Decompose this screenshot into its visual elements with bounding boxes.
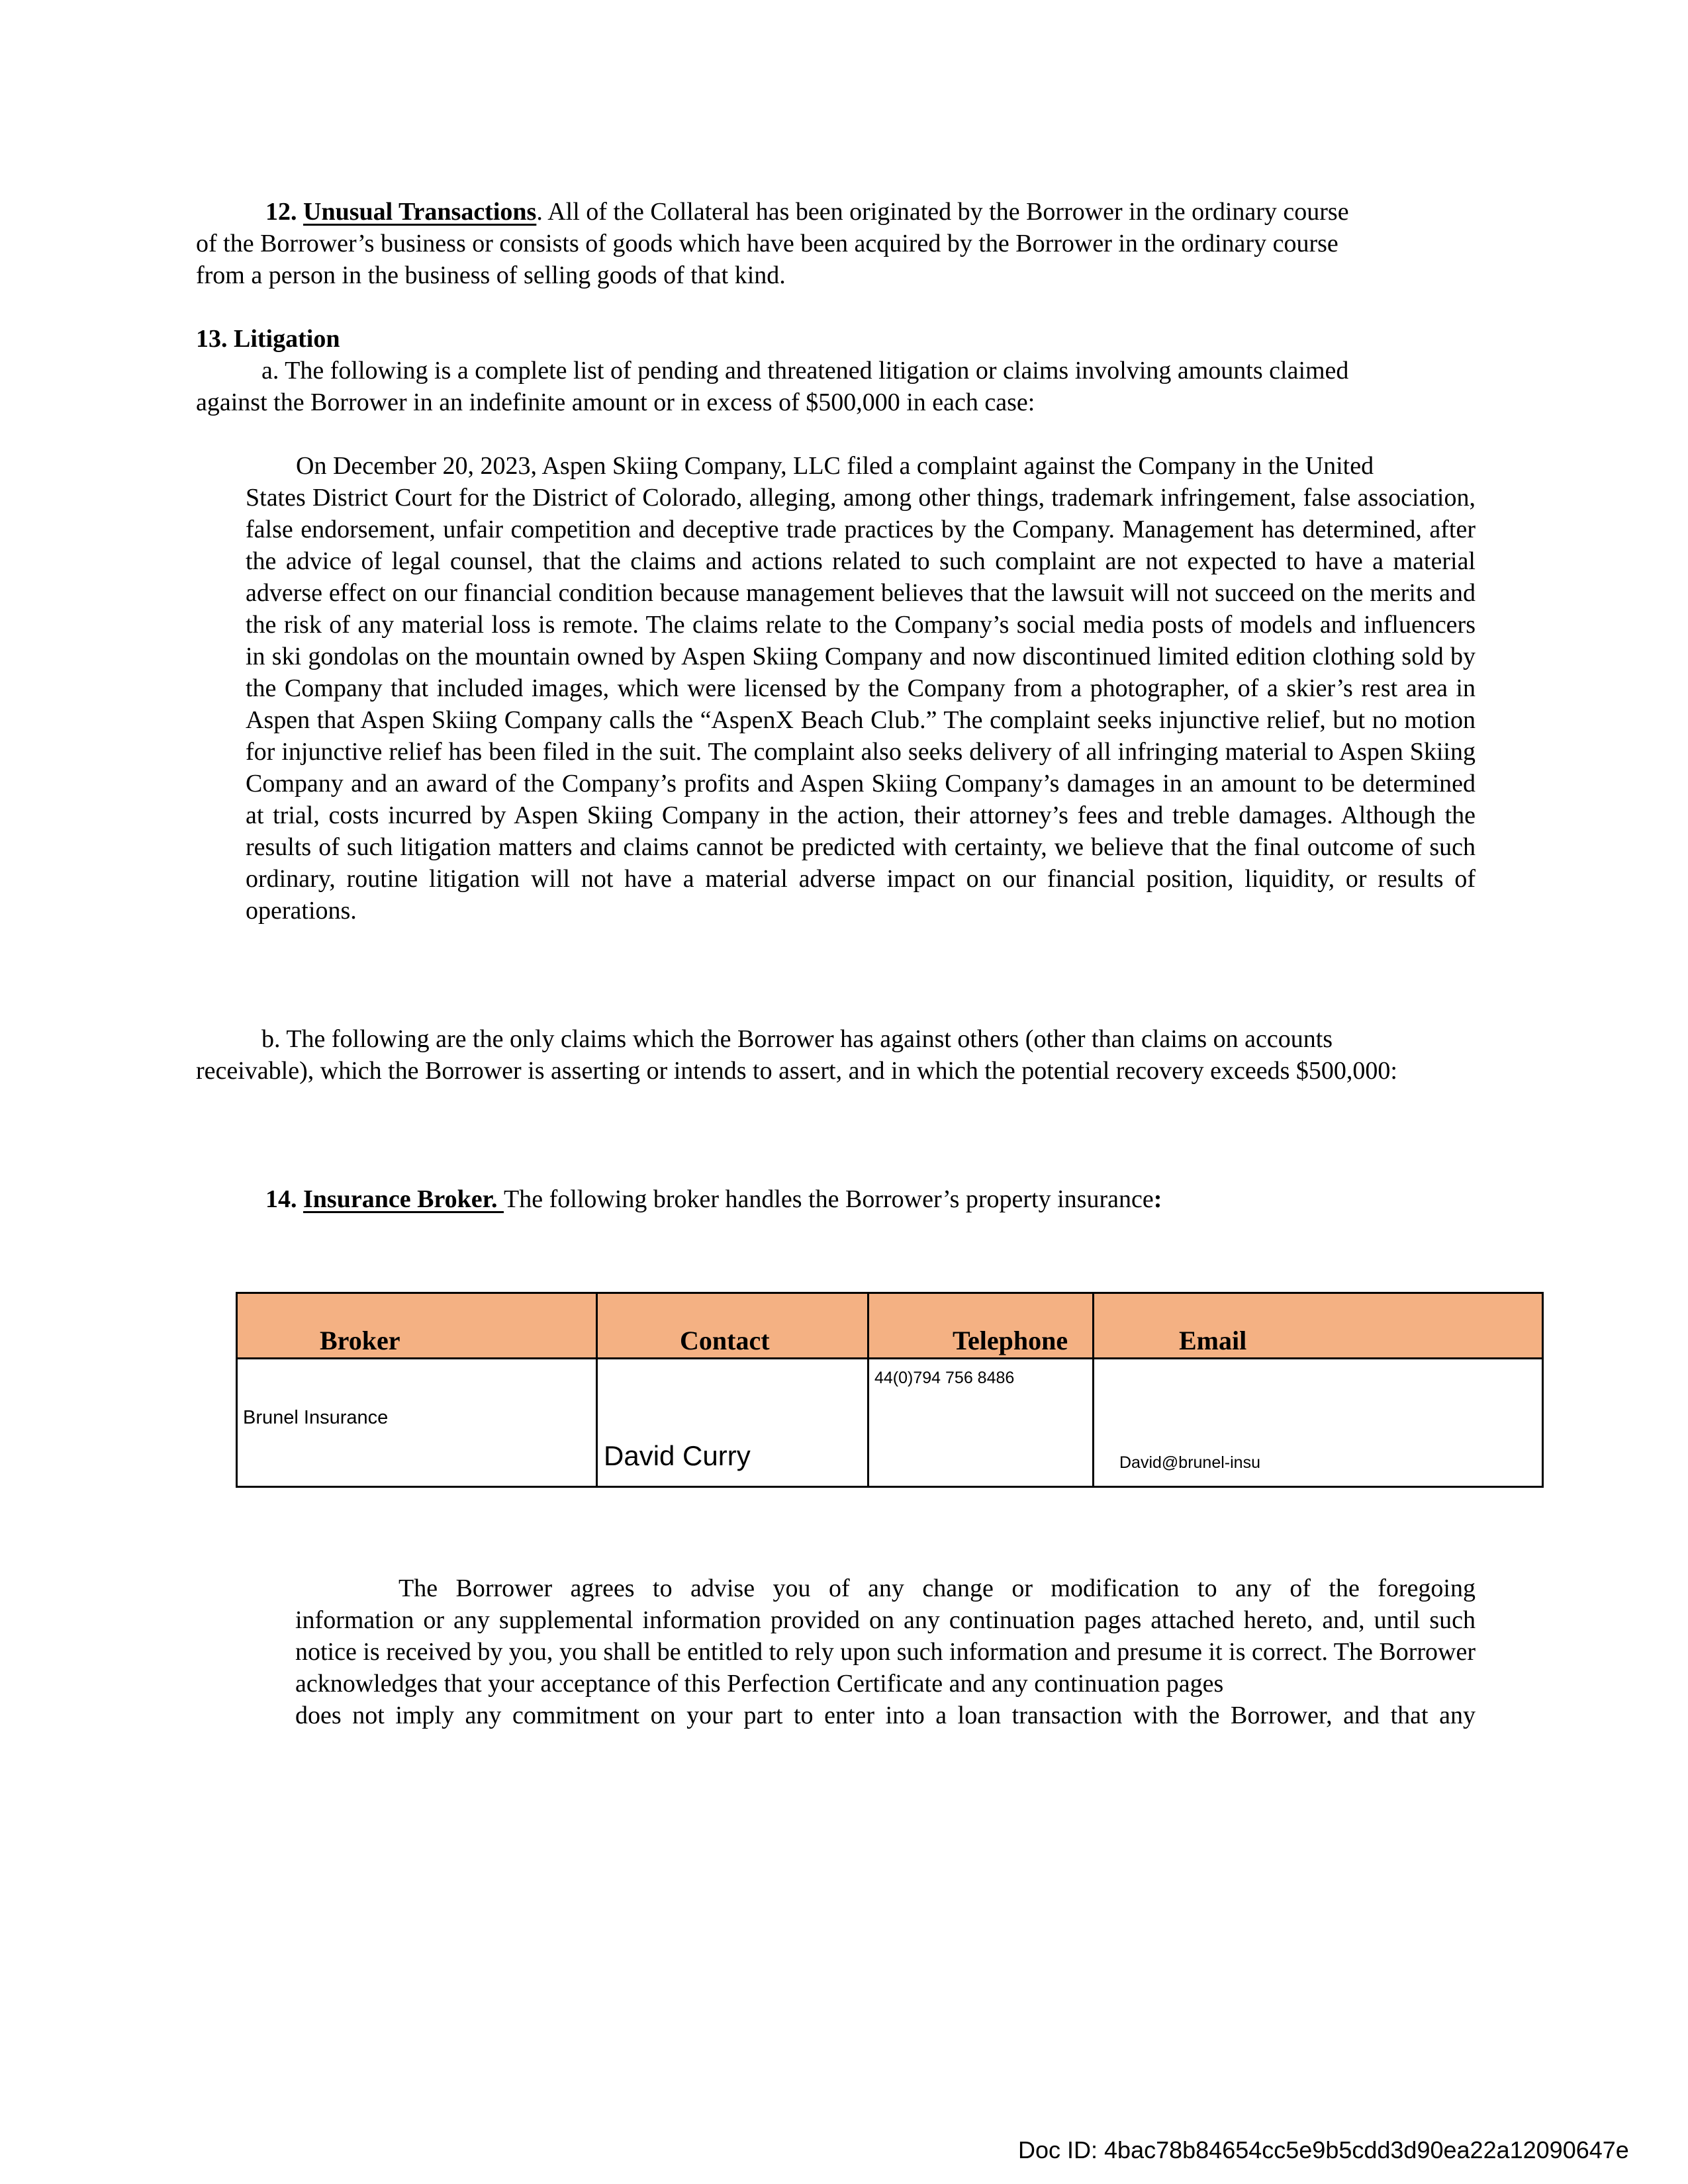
section-14-number: 14. xyxy=(265,1185,297,1213)
broker-name: Brunel Insurance xyxy=(243,1407,389,1428)
closing-first-line: The Borrower agrees to advise you of any change or modification to any of the foregoing xyxy=(399,1574,1476,1602)
contact-name: David Curry xyxy=(604,1440,751,1471)
section-13-heading-text: 13. Litigation xyxy=(196,325,340,353)
broker-table-header-row xyxy=(237,1293,1543,1359)
litigation-disclosure: States District Court for the District of Colorado, alleging, among other things, trademark infringement, false association, false endorsement, unfair competition and deceptive trade practices by the Company. Management has determined, after the advice of legal counsel, that the claims and actions related to such complaint are not expected to have a material adverse effect on our financial condition because management believes that the lawsuit will not succeed on the merits and the risk of any material loss is remote. The claims relate to the Company’s social media posts of models and influencers in ski gondolas on the mountain owned by Aspen Skiing Company and now discontinued limited edition clothing sold by the Company that included images, which were licensed by the Company from a photographer, of a skier’s rest area in Aspen that Aspen Skiing Company calls the “AspenX Beach Club.” The complaint seeks injunctive relief, but no motion for injunctive relief has been filed in the suit. The complaint also seeks delivery of all infringing material to Aspen Skiing Company and an award of the Company’s profits and Aspen Skiing Company’s damages in an amount to be determined at trial, costs incurred by Aspen Skiing Company in the action, their attorney’s fees and treble damages. Although the results of such litigation matters and claims cannot be predicted with certainty, we believe that the final outcome of such ordinary, routine litigation will not have a material adverse impact on our financial position, liquidity, or results of operations. xyxy=(246,484,1476,925)
header-contact xyxy=(597,1293,868,1359)
section-12-line-1 xyxy=(265,196,1349,228)
header-broker-label: Broker xyxy=(320,1326,400,1355)
cell-broker xyxy=(237,1359,597,1487)
header-telephone xyxy=(868,1293,1094,1359)
header-telephone-label: Telephone xyxy=(953,1326,1068,1355)
section-13b-line-2: receivable), which the Borrower is asserting or intends to assert, and in which the potential recovery exceeds $500,000: xyxy=(196,1057,1397,1085)
header-contact-label: Contact xyxy=(680,1326,770,1355)
cell-contact xyxy=(597,1359,868,1487)
section-12-line-3: from a person in the business of selling goods of that kind. xyxy=(196,261,786,289)
section-14-line xyxy=(265,1183,1162,1215)
section-14-title: Insurance Broker. xyxy=(303,1185,504,1213)
section-13a-line-2: against the Borrower in an indefinite amount or in excess of $500,000 in each case: xyxy=(196,388,1035,416)
closing-paragraph: information or any supplemental information provided on any continuation pages attached hereto, and, until such notice is received by you, you shall be entitled to rely upon such information and presume it is correct. The Borrower acknowledges that your acceptance of this Perfection Certificate and any continuation pages xyxy=(295,1606,1476,1698)
closing-last-line: does not imply any commitment on your part to enter into a loan transaction with the Borrower, and that any xyxy=(295,1702,1476,1729)
section-14-colon: : xyxy=(1153,1185,1162,1213)
section-13-heading xyxy=(196,323,340,355)
telephone-number: 44(0)794 756 8486 xyxy=(874,1369,1015,1387)
section-14-text: The following broker handles the Borrower’s property insurance xyxy=(503,1185,1154,1213)
header-email xyxy=(1094,1293,1543,1359)
table-row xyxy=(237,1359,1543,1487)
header-broker xyxy=(237,1293,597,1359)
section-12-title: Unusual Transactions xyxy=(303,198,537,226)
section-12-text: . All of the Collateral has been originated by the Borrower in the ordinary course xyxy=(536,198,1349,226)
doc-id: Doc ID: 4bac78b84654cc5e9b5cdd3d90ea22a12090647e xyxy=(1018,2136,1629,2163)
section-12-line-2: of the Borrower’s business or consists of goods which have been acquired by the Borrower in the ordinary course xyxy=(196,230,1338,257)
email-address: David@brunel-insu xyxy=(1119,1453,1260,1472)
section-13a-line-1: a. The following is a complete list of pending and threatened litigation or claims involving amounts claimed xyxy=(261,357,1349,385)
section-13b-line-1: b. The following are the only claims which the Borrower has against others (other than claims on accounts xyxy=(261,1025,1333,1053)
header-email-label: Email xyxy=(1179,1326,1247,1355)
cell-email xyxy=(1094,1359,1543,1487)
section-12-number: 12. xyxy=(265,198,297,226)
broker-table xyxy=(236,1292,1544,1488)
cell-telephone xyxy=(868,1359,1094,1487)
litigation-disclosure-first-line: On December 20, 2023, Aspen Skiing Company, LLC filed a complaint against the Company in the United xyxy=(296,452,1374,480)
